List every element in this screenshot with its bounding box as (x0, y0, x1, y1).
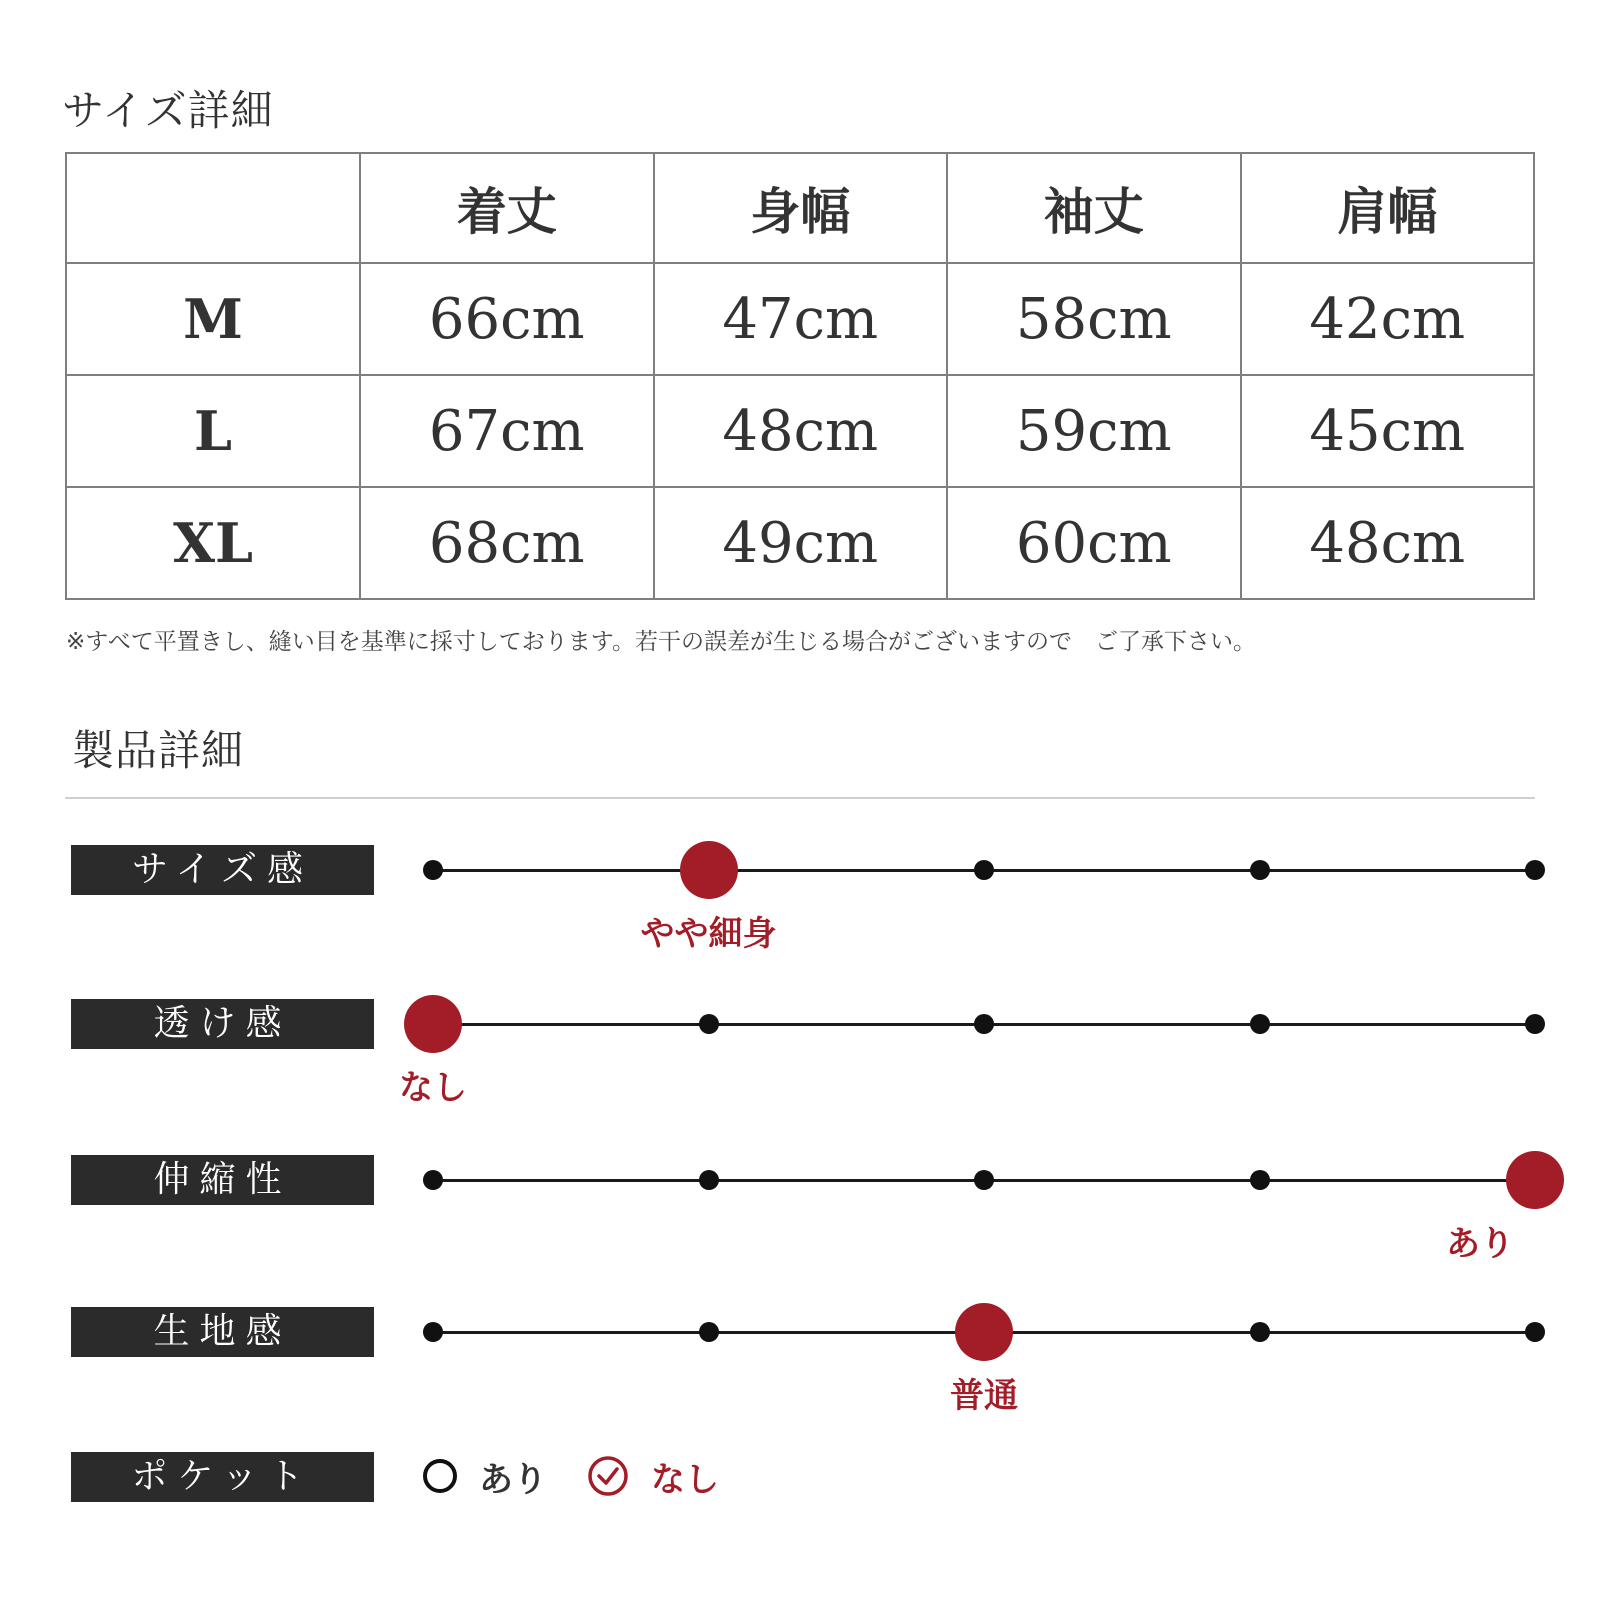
size-label-m: M (66, 263, 360, 375)
attribute-label: サイズ感 (71, 845, 374, 895)
empty-circle-icon (423, 1459, 457, 1493)
header-sleeve-length: 袖丈 (947, 153, 1241, 263)
scale-dot (974, 1170, 994, 1190)
scale-dot (1525, 1014, 1545, 1034)
scale-dot (1525, 1322, 1545, 1342)
table-cell: 60cm (947, 487, 1241, 599)
table-cell: 47cm (654, 263, 948, 375)
table-cell: 48cm (1241, 487, 1535, 599)
size-label-xl: XL (66, 487, 360, 599)
scale-dot (423, 1322, 443, 1342)
scale-value-label: 普通 (950, 1376, 1018, 1416)
table-cell: 48cm (654, 375, 948, 487)
scale-marker (955, 1303, 1013, 1361)
table-cell: 68cm (360, 487, 654, 599)
header-corner (66, 153, 360, 263)
header-body-width: 身幅 (654, 153, 948, 263)
table-row (66, 487, 1534, 599)
scale-value-label: やや細身 (640, 914, 777, 954)
scale-dot (1250, 860, 1270, 880)
pocket-label: ポケット (71, 1452, 374, 1502)
size-table (65, 152, 1535, 600)
scale-dot (699, 1170, 719, 1190)
scale-value-label: なし (399, 1068, 467, 1108)
scale-value-label: あり (1446, 1224, 1514, 1264)
scale-dot (699, 1322, 719, 1342)
table-row (66, 263, 1534, 375)
scale-dot (974, 1014, 994, 1034)
table-cell: 59cm (947, 375, 1241, 487)
size-table-header-row (66, 153, 1534, 263)
scale-dot (423, 1170, 443, 1190)
check-circle-icon (587, 1455, 629, 1497)
size-details-title: サイズ詳細 (62, 86, 274, 135)
table-cell: 66cm (360, 263, 654, 375)
scale-dot (974, 860, 994, 880)
measurement-note: ※すべて平置きし、縫い目を基準に採寸しております。若干の誤差が生じる場合がございますので ご了承下さい。 (66, 629, 1256, 655)
table-cell: 58cm (947, 263, 1241, 375)
attribute-label: 生地感 (71, 1307, 374, 1357)
section-divider (65, 797, 1535, 799)
pocket-option-no (587, 1451, 719, 1501)
table-cell: 45cm (1241, 375, 1535, 487)
scale-marker (1506, 1151, 1564, 1209)
header-length: 着丈 (360, 153, 654, 263)
table-row (66, 375, 1534, 487)
pocket-option-yes-label: あり (479, 1459, 547, 1500)
product-details-title: 製品詳細 (72, 726, 245, 775)
table-cell: 42cm (1241, 263, 1535, 375)
header-shoulder-width: 肩幅 (1241, 153, 1535, 263)
scale-dot (423, 860, 443, 880)
scale-marker (404, 995, 462, 1053)
attribute-label: 透け感 (71, 999, 374, 1049)
pocket-option-no-label: なし (651, 1459, 719, 1500)
size-label-l: L (66, 375, 360, 487)
scale-dot (1250, 1170, 1270, 1190)
scale-dot (1250, 1322, 1270, 1342)
pocket-option-yes (423, 1451, 547, 1501)
scale-dot (1250, 1014, 1270, 1034)
scale-dot (1525, 860, 1545, 880)
scale-marker (680, 841, 738, 899)
scale-dot (699, 1014, 719, 1034)
table-cell: 67cm (360, 375, 654, 487)
attribute-label: 伸縮性 (71, 1155, 374, 1205)
table-cell: 49cm (654, 487, 948, 599)
